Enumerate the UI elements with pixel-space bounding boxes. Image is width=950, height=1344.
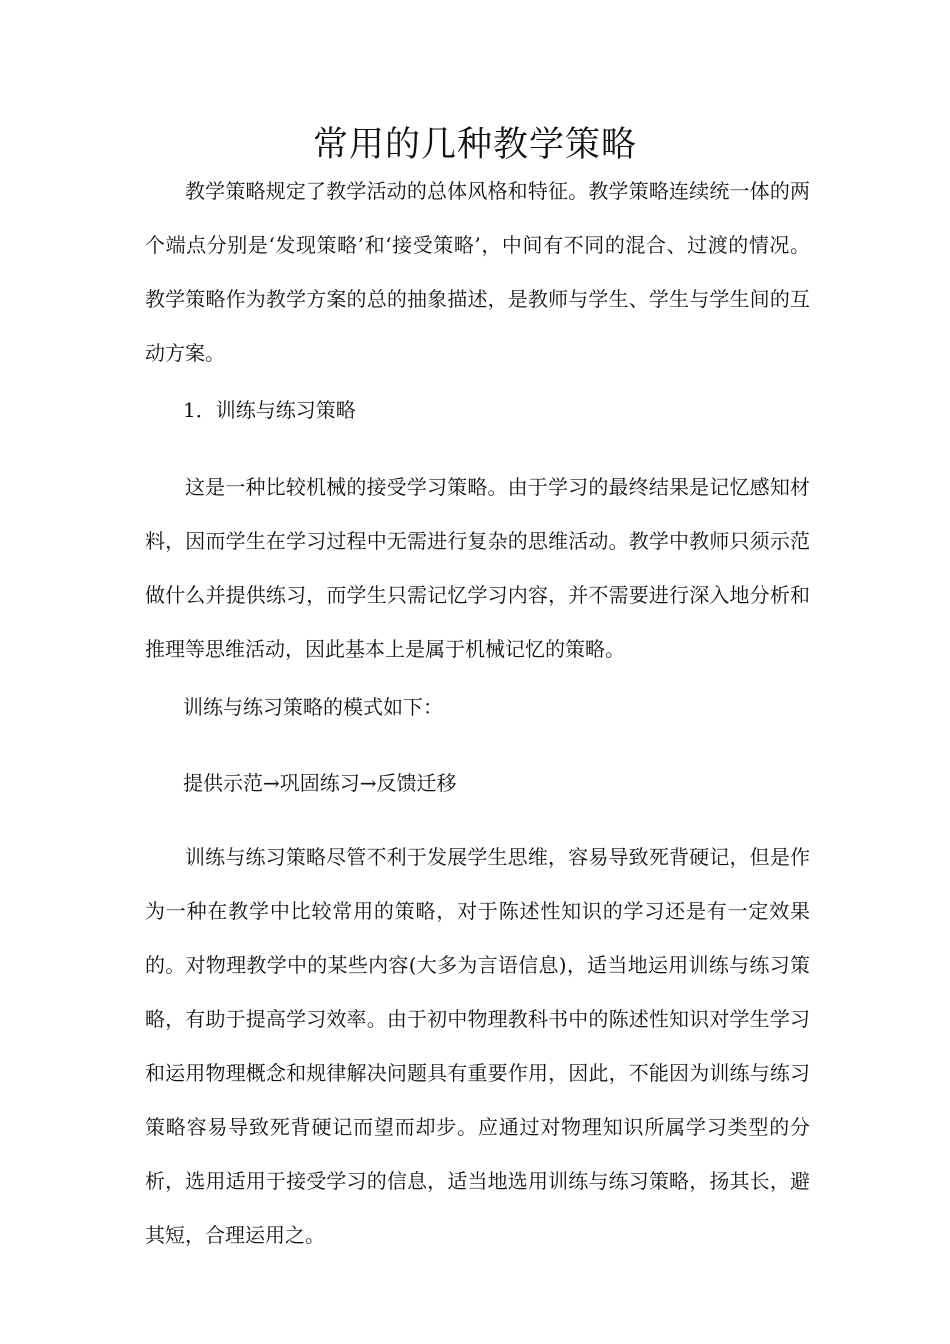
section-paragraph-1: 这是一种比较机械的接受学习策略。由于学习的最终结果是记忆感知材料，因而学生在学习过程中无需进行复杂的思维活动。教学中教师只须示范做什么并提供练习，而学生只需记忆学习内容，并不需要进行深入地分析和推理等思维活动，因此基本上是属于机械记忆的策略。 [145,475,810,661]
document-title: 常用的几种教学策略 [312,125,637,166]
intro-paragraph: 教学策略规定了教学活动的总体风格和特征。教学策略连续统一体的两个端点分别是‘发现策略’和‘接受策略’，中间有不同的混合、过渡的情况。教学策略作为教学方案的总的抽象描述，是教师与学生、学生与学生间的互动方案。 [145,179,810,365]
section-paragraph-2: 训练与练习策略尽管不利于发展学生思维，容易导致死背硬记，但是作为一种在教学中比较常用的策略，对于陈述性知识的学习还是有一定效果的。对物理教学中的某些内容(大多为言语信息)，适当地运用训练与练习策略，有助于提高学习效率。由于初中物理教科书中的陈述性知识对学生学习和运用物理概念和规律解决问题具有重要作用，因此，不能因为训练与练习策略容易导致死背硬记而望而却步。应通过对物理知识所属学习类型的分析，选用适用于接受学习的信息，适当地选用训练与练习策略，扬其长，避其短，合理运用之。 [145,845,810,1247]
mode-label: 训练与练习策略的模式如下： [183,695,443,719]
section-heading: 1．训练与练习策略 [183,398,356,422]
mode-flow: 提供示范→巩固练习→反馈迁移 [183,771,457,795]
